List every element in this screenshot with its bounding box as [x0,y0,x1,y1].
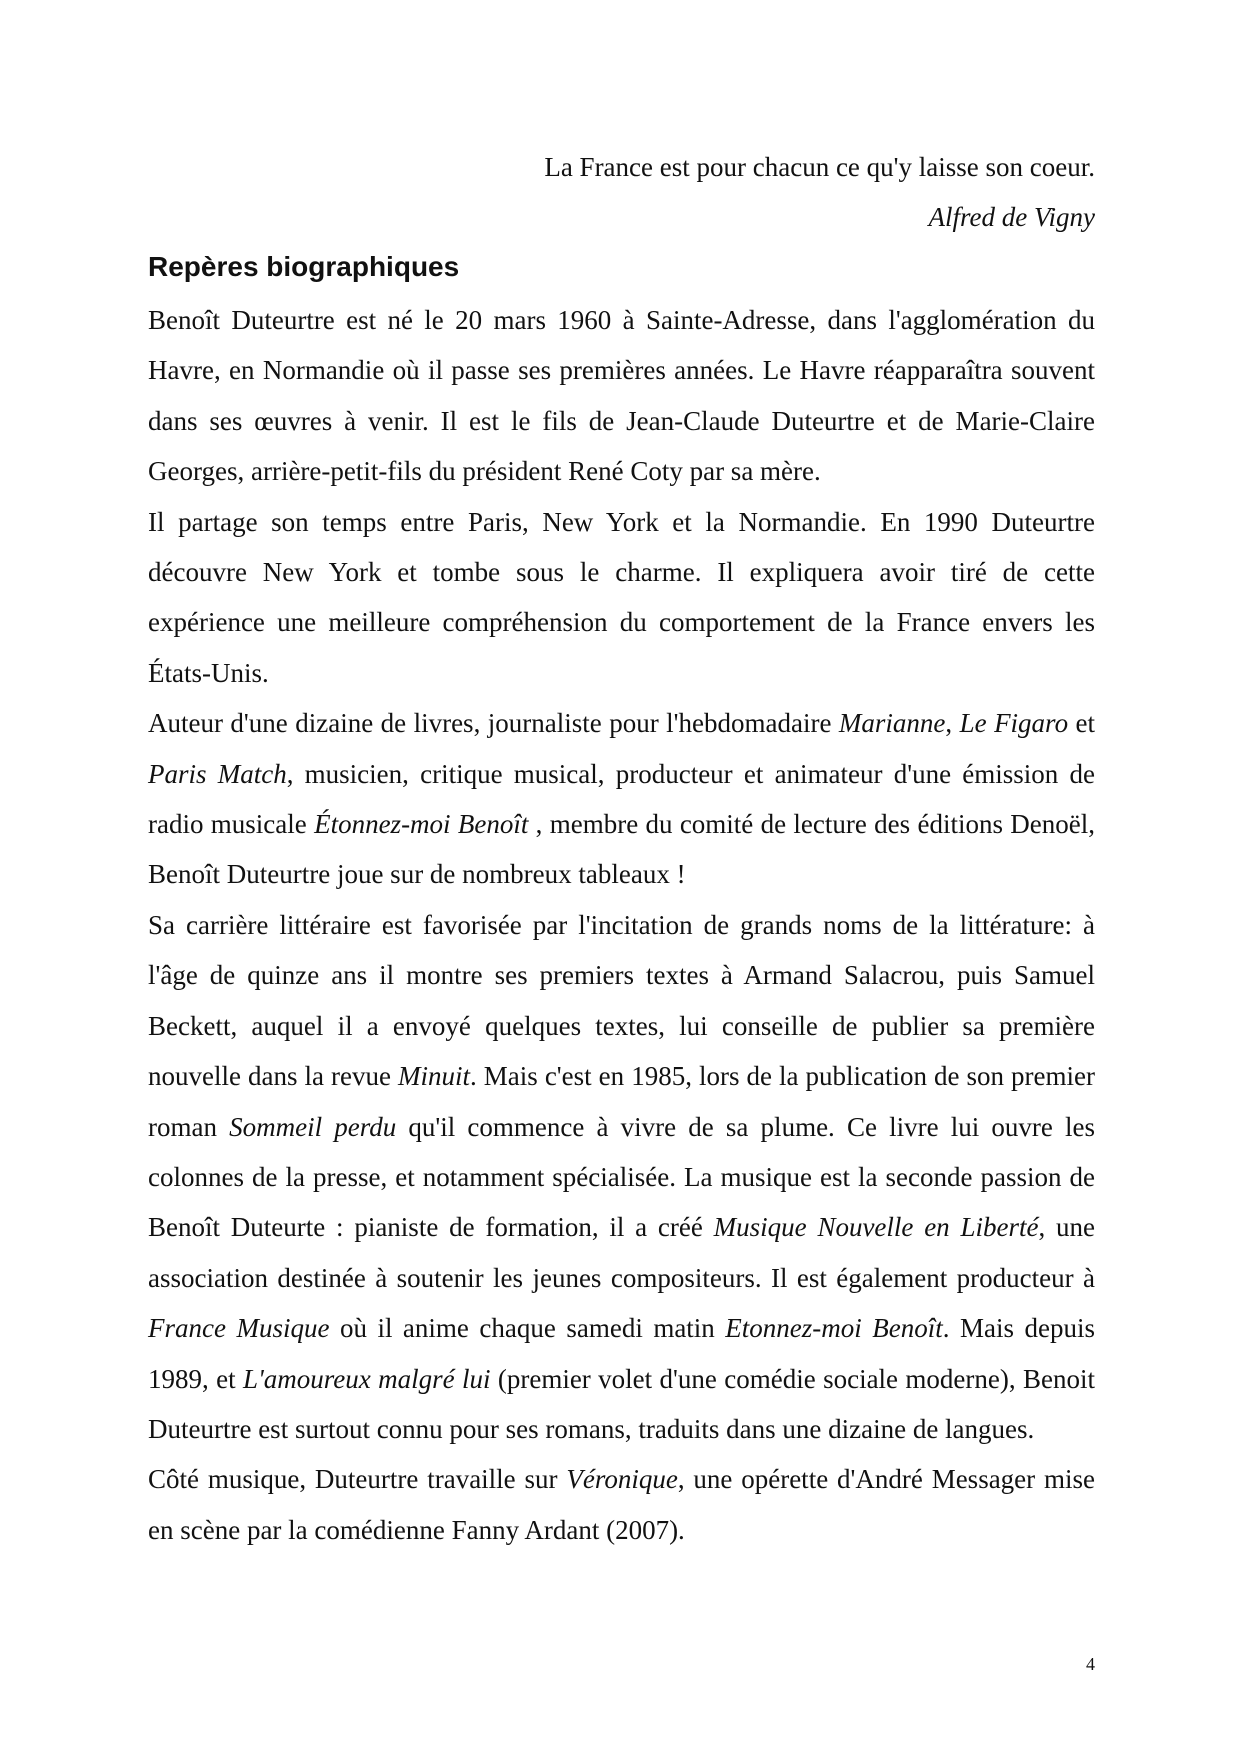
text-run: , une association destinée à soutenir les jeunes compositeurs. Il est également producteur à [148,1212,1095,1293]
italic-title: Paris Match [148,758,287,789]
italic-title: Minuit [398,1061,471,1092]
italic-title: Véronique [566,1464,678,1495]
text-run: , membre du comité de lecture des éditions Denoël, Benoît Duteurtre joue sur de nombreux tableaux ! [148,809,1095,890]
paragraph-5 [148,1454,1095,1555]
text-run: , une opérette d'André Messager mise en scène par la comédienne Fanny Ardant (2007). [148,1464,1095,1545]
text-run: où il anime chaque samedi matin [329,1313,726,1344]
italic-title: France Musique [148,1313,330,1344]
text-run: qu'il commence à vivre de sa plume. Ce livre lui ouvre les colonnes de la presse, et notamment spécialisée. La musique est la seconde passion de Benoît Duteurte : pianiste de formation, il a créé [148,1111,1095,1243]
italic-title: Le Figaro [959,708,1069,739]
italic-title: Etonnez-moi Benoît [725,1313,943,1344]
text-run: Auteur d'une dizaine de livres, journaliste pour l'hebdomadaire [148,708,839,739]
italic-title: Musique Nouvelle en Liberté [713,1212,1039,1243]
text-run: , [945,708,960,739]
text-run: Côté musique, Duteurtre travaille sur [148,1464,567,1495]
epigraph-author: Alfred de Vigny [928,202,1095,232]
text-run: (premier volet d'une comédie sociale moderne), Benoit Duteurtre est surtout connu pour ses romans, traduits dans une dizaine de langues. [148,1363,1095,1444]
text-run: , musicien, critique musical, producteur et animateur d'une émission de radio musicale [148,758,1095,840]
paragraph-1 [148,295,1095,497]
italic-title: L'amoureux malgré lui [242,1363,491,1394]
paragraph-2 [148,497,1095,699]
section-heading: Repères biographiques [148,251,460,282]
text-run: et [1068,708,1096,739]
italic-title: Marianne [838,708,946,739]
text-run: Sa carrière littéraire est favorisée par l'incitation de grands noms de la littérature: à l'âge de quinze ans il montre ses premiers textes à Armand Salacrou, puis Samuel Beckett, auquel il a envoyé quelques textes, lui conseille de publier sa première nouvelle dans la revue [148,909,1095,1092]
body-text [148,295,1095,1555]
italic-title: Sommeil perdu [229,1111,397,1142]
text-run: . Mais c'est en 1985, lors de la publication de son premier roman [148,1061,1096,1142]
text-run: Benoît Duteurtre est né le 20 mars 1960 à Sainte-Adresse, dans l'agglomération du Havre, en Normandie où il passe ses premières années. Le Havre réapparaîtra souvent dans ses œuvres à venir. Il est le fils de Jean-Claude Duteurtre et de Marie-Claire Georges, arrière-petit-fils du président René Coty par sa mère. [148,305,1095,487]
text-run: . Mais depuis 1989, et [148,1313,1095,1394]
epigraph-quote: La France est pour chacun ce qu'y laisse son coeur. [544,152,1095,182]
text-run: Il partage son temps entre Paris, New York et la Normandie. En 1990 Duteurtre découvre New York et tombe sous le charme. Il expliquera avoir tiré de cette expérience une meilleure compréhension du comportement de la France envers les États-Unis. [148,506,1095,688]
italic-title: Étonnez-moi Benoît [314,809,529,840]
page-number: 4 [1086,1654,1095,1674]
paragraph-4 [148,900,1095,1454]
paragraph-3 [148,698,1095,900]
